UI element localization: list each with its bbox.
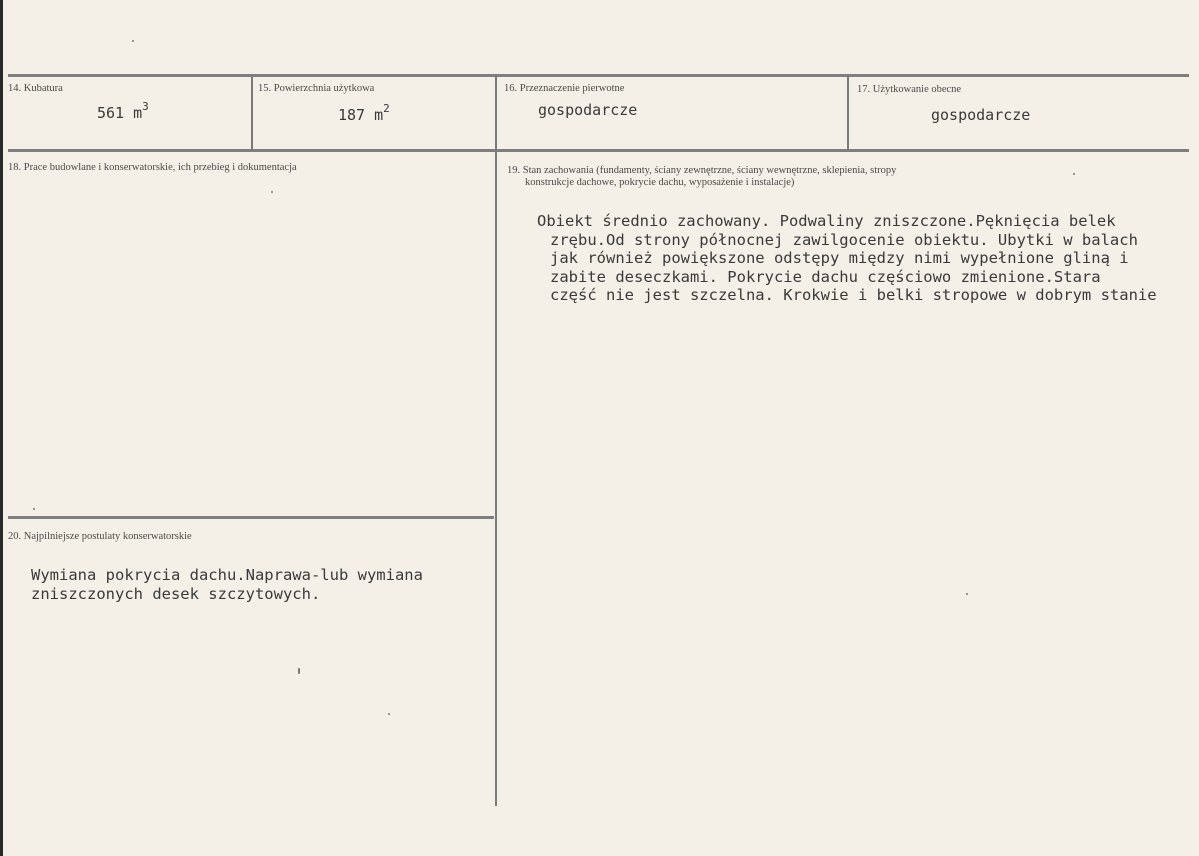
field-17-value: gospodarcze [931, 106, 1031, 124]
field-15-label: 15. Powierzchnia użytkowa [258, 83, 375, 94]
paper-speck [388, 713, 390, 715]
paper-speck [966, 593, 968, 595]
field-20-text [31, 566, 423, 603]
field-20-line: Wymiana pokrycia dachu.Naprawa-lub wymiana [31, 566, 423, 584]
field-19-label-line1: 19. Stan zachowania (fundamenty, ściany zewnętrzne, ściany wewnętrzne, sklepienia, stropy [507, 165, 897, 176]
field-14-label: 14. Kubatura [8, 83, 63, 94]
field-19-line: część nie jest szczelna. Krokwie i belki stropowe w dobrym stanie [550, 286, 1157, 304]
field-14-superscript: 3 [142, 100, 149, 113]
paper-speck [1073, 173, 1075, 175]
field-15-value [338, 102, 390, 124]
field-17-label: 17. Użytkowanie obecne [857, 84, 962, 95]
field-19-line: Obiekt średnio zachowany. Podwaliny zniszczone.Pęknięcia belek [537, 212, 1116, 230]
paper-speck [132, 40, 134, 42]
row1-rule [8, 149, 1189, 152]
paper-speck [298, 668, 300, 674]
top-rule [8, 74, 1189, 77]
field-19-text [537, 212, 1192, 305]
divider-15-16 [495, 76, 497, 806]
field-20-label: 20. Najpilniejsze postulaty konserwatorskie [8, 531, 192, 542]
card-edge [0, 0, 3, 856]
field-20-line: zniszczonych desek szczytowych. [31, 584, 321, 603]
paper-speck [271, 191, 273, 193]
field-19-label-line2: konstrukcje dachowe, pokrycie dachu, wyposażenie i instalacje) [525, 177, 795, 188]
field-19-line: zabite deseczkami. Pokrycie dachu częściowo zmienione.Stara [550, 267, 1101, 286]
paper-speck [33, 508, 35, 510]
field-19-line: jak również powiększone odstępy między nimi wypełnione gliną i [550, 249, 1129, 267]
field-14-number: 561 m [97, 104, 143, 122]
field-15-number: 187 m [338, 106, 384, 124]
field-19-line: zrębu.Od strony północnej zawilgocenie obiektu. Ubytki w balach [550, 230, 1138, 249]
divider-16-17 [847, 76, 849, 150]
field-14-value [97, 100, 149, 122]
divider-14-15 [251, 76, 253, 150]
field-16-value: gospodarcze [538, 101, 638, 119]
row3-rule [8, 516, 494, 519]
field-15-superscript: 2 [383, 102, 390, 115]
field-18-label: 18. Prace budowlane i konserwatorskie, ich przebieg i dokumentacja [8, 162, 297, 173]
field-16-label: 16. Przeznaczenie pierwotne [504, 83, 625, 94]
